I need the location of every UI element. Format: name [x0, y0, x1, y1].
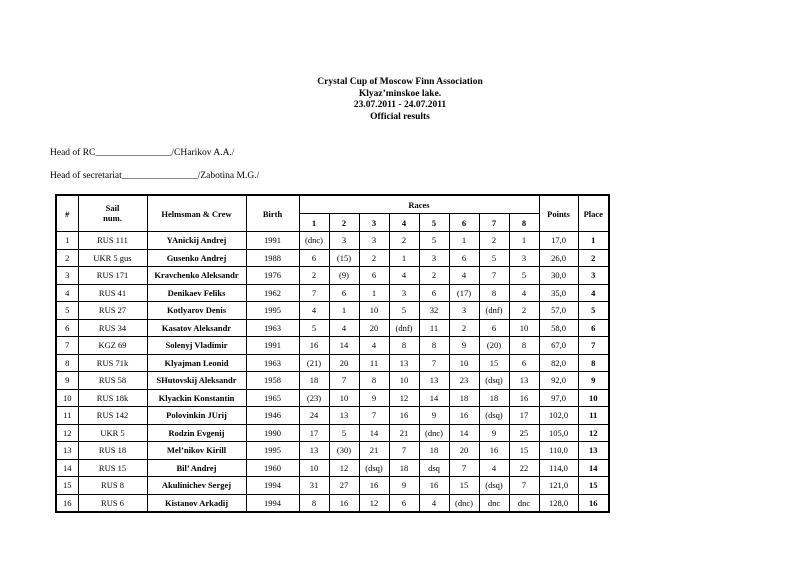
signature-line-head-of-secretariat: Head of secretariat________________/Zabotina M.G./ — [50, 171, 260, 181]
cell-birth: 1976 — [246, 267, 299, 285]
table-row — [56, 319, 609, 337]
title-line-event: Crystal Cup of Moscow Finn Association — [317, 77, 483, 87]
cell-race-result: 10 — [509, 319, 539, 337]
cell-birth: 1965 — [246, 389, 299, 407]
cell-rank: 11 — [56, 407, 78, 425]
cell-race-result: 6 — [389, 494, 419, 512]
cell-race-result: 9 — [449, 337, 479, 355]
cell-race-result: 1 — [329, 302, 359, 320]
cell-race-result: dnc — [509, 494, 539, 512]
cell-race-result: 2 — [299, 267, 329, 285]
cell-race-result: (dsq) — [479, 477, 509, 495]
cell-rank: 1 — [56, 232, 78, 250]
cell-place: 13 — [578, 442, 609, 460]
table-row — [56, 407, 609, 425]
cell-sail-number: RUS 111 — [78, 232, 147, 250]
cell-race-result: 13 — [389, 354, 419, 372]
cell-place: 2 — [578, 249, 609, 267]
cell-race-result: 7 — [419, 354, 449, 372]
cell-race-result: (dnc) — [419, 424, 449, 442]
table-row — [56, 337, 609, 355]
table-row — [56, 424, 609, 442]
cell-points: 110,0 — [539, 442, 578, 460]
cell-helmsman: Denikaev Feliks — [147, 284, 246, 302]
cell-race-result: 27 — [329, 477, 359, 495]
title-line-dates: 23.07.2011 - 24.07.2011 — [353, 100, 447, 110]
cell-place: 12 — [578, 424, 609, 442]
cell-points: 102,0 — [539, 407, 578, 425]
cell-race-result: 10 — [389, 372, 419, 390]
cell-sail-number: RUS 41 — [78, 284, 147, 302]
cell-race-result: 7 — [449, 459, 479, 477]
cell-race-result: 6 — [329, 284, 359, 302]
table-row — [56, 354, 609, 372]
cell-birth: 1960 — [246, 459, 299, 477]
cell-race-result: 16 — [509, 389, 539, 407]
cell-race-result: 14 — [329, 337, 359, 355]
cell-rank: 5 — [56, 302, 78, 320]
cell-race-result: (15) — [329, 249, 359, 267]
cell-race-result: 24 — [299, 407, 329, 425]
cell-birth: 1988 — [246, 249, 299, 267]
cell-place: 3 — [578, 267, 609, 285]
cell-sail-number: RUS 34 — [78, 319, 147, 337]
cell-sail-number: RUS 18k — [78, 389, 147, 407]
cell-sail-number: RUS 142 — [78, 407, 147, 425]
cell-rank: 13 — [56, 442, 78, 460]
cell-helmsman: Kravchenko Aleksandr — [147, 267, 246, 285]
cell-points: 97,0 — [539, 389, 578, 407]
title-line-location: Klyaz’minskoe lake. — [358, 88, 442, 99]
cell-race-result: 15 — [509, 442, 539, 460]
cell-race-result: 23 — [449, 372, 479, 390]
cell-race-result: 9 — [419, 407, 449, 425]
cell-race-result: 13 — [419, 372, 449, 390]
cell-race-result: 6 — [419, 284, 449, 302]
cell-race-result: 10 — [329, 389, 359, 407]
table-row — [56, 442, 609, 460]
cell-sail-number: UKR 5 — [78, 424, 147, 442]
cell-race-result: 2 — [419, 267, 449, 285]
cell-race-result: 6 — [509, 354, 539, 372]
cell-race-result: 1 — [359, 284, 389, 302]
cell-race-result: 2 — [359, 249, 389, 267]
cell-race-result: 8 — [479, 284, 509, 302]
cell-race-result: 4 — [389, 267, 419, 285]
cell-birth: 1995 — [246, 442, 299, 460]
cell-race-result: 3 — [419, 249, 449, 267]
cell-race-result: 4 — [479, 459, 509, 477]
cell-rank: 8 — [56, 354, 78, 372]
column-header-birth: Birth — [246, 195, 299, 232]
cell-race-result: 2 — [509, 302, 539, 320]
cell-place: 7 — [578, 337, 609, 355]
cell-rank: 3 — [56, 267, 78, 285]
cell-helmsman: Klyajman Leonid — [147, 354, 246, 372]
cell-race-result: 4 — [509, 284, 539, 302]
cell-points: 67,0 — [539, 337, 578, 355]
race-number-header: 3 — [359, 214, 389, 232]
cell-race-result: 21 — [389, 424, 419, 442]
cell-race-result: 8 — [419, 337, 449, 355]
cell-race-result: 9 — [389, 477, 419, 495]
cell-race-result: 4 — [449, 267, 479, 285]
cell-place: 11 — [578, 407, 609, 425]
cell-sail-number: RUS 6 — [78, 494, 147, 512]
cell-race-result: (dsq) — [479, 372, 509, 390]
cell-race-result: 4 — [329, 319, 359, 337]
cell-birth: 1994 — [246, 477, 299, 495]
cell-race-result: (17) — [449, 284, 479, 302]
race-number-header: 4 — [389, 214, 419, 232]
cell-sail-number: RUS 71k — [78, 354, 147, 372]
cell-rank: 9 — [56, 372, 78, 390]
cell-helmsman: Gusenko Andrej — [147, 249, 246, 267]
cell-race-result: 1 — [389, 249, 419, 267]
cell-place: 6 — [578, 319, 609, 337]
cell-race-result: (21) — [299, 354, 329, 372]
results-table-body — [56, 232, 609, 513]
cell-race-result: (23) — [299, 389, 329, 407]
cell-rank: 14 — [56, 459, 78, 477]
cell-rank: 16 — [56, 494, 78, 512]
cell-race-result: 20 — [449, 442, 479, 460]
cell-race-result: 7 — [389, 442, 419, 460]
cell-race-result: 18 — [479, 389, 509, 407]
cell-points: 128,0 — [539, 494, 578, 512]
cell-race-result: 5 — [419, 232, 449, 250]
table-row — [56, 284, 609, 302]
sail-header-line2: num. — [103, 212, 122, 223]
cell-race-result: 5 — [509, 267, 539, 285]
cell-helmsman: SHutovskij Aleksandr — [147, 372, 246, 390]
cell-rank: 4 — [56, 284, 78, 302]
document-title — [0, 77, 800, 123]
cell-points: 58,0 — [539, 319, 578, 337]
cell-points: 57,0 — [539, 302, 578, 320]
cell-race-result: 15 — [479, 354, 509, 372]
cell-race-result: 7 — [359, 407, 389, 425]
column-header-sail-number — [78, 195, 147, 232]
cell-points: 92,0 — [539, 372, 578, 390]
cell-rank: 10 — [56, 389, 78, 407]
cell-helmsman: Kasatov Aleksandr — [147, 319, 246, 337]
table-row — [56, 267, 609, 285]
cell-sail-number: RUS 171 — [78, 267, 147, 285]
cell-race-result: 6 — [479, 319, 509, 337]
cell-rank: 6 — [56, 319, 78, 337]
cell-points: 82,0 — [539, 354, 578, 372]
cell-race-result: 9 — [359, 389, 389, 407]
column-header-helmsman: Helmsman & Crew — [147, 195, 246, 232]
cell-race-result: 15 — [449, 477, 479, 495]
cell-race-result: 8 — [299, 494, 329, 512]
cell-birth: 1963 — [246, 319, 299, 337]
race-number-header: 2 — [329, 214, 359, 232]
signature-line-head-of-rc: Head of RC________________/CHarikov A.A./ — [50, 148, 235, 158]
cell-place: 16 — [578, 494, 609, 512]
cell-race-result: 16 — [419, 477, 449, 495]
cell-race-result: 16 — [329, 494, 359, 512]
cell-race-result: 17 — [299, 424, 329, 442]
cell-race-result: (20) — [479, 337, 509, 355]
cell-race-result: 3 — [449, 302, 479, 320]
cell-place: 9 — [578, 372, 609, 390]
cell-sail-number: RUS 8 — [78, 477, 147, 495]
cell-race-result: 31 — [299, 477, 329, 495]
sail-header-line1: Sail — [105, 203, 120, 213]
cell-race-result: 13 — [509, 372, 539, 390]
cell-race-result: 25 — [509, 424, 539, 442]
cell-race-result: 18 — [389, 459, 419, 477]
cell-race-result: dnc — [479, 494, 509, 512]
cell-race-result: 2 — [449, 319, 479, 337]
cell-helmsman: Kistanov Arkadij — [147, 494, 246, 512]
cell-rank: 12 — [56, 424, 78, 442]
cell-race-result: 4 — [359, 337, 389, 355]
cell-race-result: 14 — [449, 424, 479, 442]
cell-points: 30,0 — [539, 267, 578, 285]
cell-place: 14 — [578, 459, 609, 477]
cell-race-result: (dnc) — [299, 232, 329, 250]
cell-birth: 1963 — [246, 354, 299, 372]
cell-race-result: 18 — [449, 389, 479, 407]
cell-race-result: 5 — [479, 249, 509, 267]
cell-race-result: 1 — [449, 232, 479, 250]
cell-race-result: 20 — [329, 354, 359, 372]
cell-race-result: 16 — [389, 407, 419, 425]
column-header-races: Races — [299, 195, 539, 214]
cell-race-result: 10 — [299, 459, 329, 477]
header-row-top — [56, 195, 609, 214]
cell-race-result: (dnc) — [449, 494, 479, 512]
title-line-official: Official results — [370, 111, 430, 122]
cell-birth: 1962 — [246, 284, 299, 302]
cell-race-result: 16 — [299, 337, 329, 355]
cell-rank: 15 — [56, 477, 78, 495]
cell-race-result: 11 — [359, 354, 389, 372]
cell-race-result: 5 — [299, 319, 329, 337]
cell-race-result: 8 — [389, 337, 419, 355]
cell-sail-number: UKR 5 gus — [78, 249, 147, 267]
cell-race-result: 18 — [419, 442, 449, 460]
table-row — [56, 232, 609, 250]
cell-birth: 1995 — [246, 302, 299, 320]
cell-race-result: 14 — [419, 389, 449, 407]
cell-race-result: 21 — [359, 442, 389, 460]
table-row — [56, 372, 609, 390]
cell-race-result: 7 — [329, 372, 359, 390]
cell-race-result: 16 — [479, 442, 509, 460]
cell-place: 1 — [578, 232, 609, 250]
cell-birth: 1991 — [246, 232, 299, 250]
cell-race-result: 16 — [449, 407, 479, 425]
cell-birth: 1958 — [246, 372, 299, 390]
cell-race-result: 10 — [449, 354, 479, 372]
cell-race-result: 13 — [299, 442, 329, 460]
cell-race-result: (dsq) — [479, 407, 509, 425]
cell-sail-number: RUS 58 — [78, 372, 147, 390]
cell-sail-number: RUS 27 — [78, 302, 147, 320]
cell-race-result: 3 — [329, 232, 359, 250]
cell-sail-number: RUS 18 — [78, 442, 147, 460]
cell-helmsman: Solenyj Vladimir — [147, 337, 246, 355]
cell-helmsman: Akulinichev Sergej — [147, 477, 246, 495]
cell-race-result: 12 — [329, 459, 359, 477]
cell-race-result: 12 — [389, 389, 419, 407]
cell-points: 114,0 — [539, 459, 578, 477]
cell-place: 15 — [578, 477, 609, 495]
cell-race-result: 16 — [359, 477, 389, 495]
cell-rank: 7 — [56, 337, 78, 355]
cell-points: 121,0 — [539, 477, 578, 495]
cell-helmsman: Bil’ Andrej — [147, 459, 246, 477]
cell-race-result: 4 — [419, 494, 449, 512]
column-header-rank: # — [56, 195, 78, 232]
cell-race-result: 8 — [509, 337, 539, 355]
cell-birth: 1994 — [246, 494, 299, 512]
cell-points: 26,0 — [539, 249, 578, 267]
cell-points: 105,0 — [539, 424, 578, 442]
cell-race-result: 6 — [449, 249, 479, 267]
cell-race-result: (30) — [329, 442, 359, 460]
cell-race-result: 3 — [389, 284, 419, 302]
table-row — [56, 459, 609, 477]
cell-race-result: dsq — [419, 459, 449, 477]
cell-race-result: 12 — [359, 494, 389, 512]
cell-points: 35,0 — [539, 284, 578, 302]
race-number-header: 8 — [509, 214, 539, 232]
cell-birth: 1991 — [246, 337, 299, 355]
cell-race-result: 14 — [359, 424, 389, 442]
cell-race-result: 4 — [299, 302, 329, 320]
cell-race-result: 7 — [299, 284, 329, 302]
cell-race-result: 8 — [359, 372, 389, 390]
cell-helmsman: YAnickij Andrej — [147, 232, 246, 250]
cell-place: 8 — [578, 354, 609, 372]
cell-helmsman: Klyackin Konstantin — [147, 389, 246, 407]
table-row — [56, 477, 609, 495]
cell-helmsman: Mel’nikov Kirill — [147, 442, 246, 460]
cell-rank: 2 — [56, 249, 78, 267]
cell-race-result: (dnf) — [479, 302, 509, 320]
race-number-header: 1 — [299, 214, 329, 232]
cell-sail-number: KGZ 69 — [78, 337, 147, 355]
cell-race-result: 18 — [299, 372, 329, 390]
cell-race-result: 11 — [419, 319, 449, 337]
cell-points: 17,0 — [539, 232, 578, 250]
column-header-points: Points — [539, 195, 578, 232]
race-number-header: 5 — [419, 214, 449, 232]
cell-helmsman: Kotlyarov Denis — [147, 302, 246, 320]
cell-race-result: 2 — [389, 232, 419, 250]
results-table — [55, 194, 610, 513]
race-number-header: 6 — [449, 214, 479, 232]
cell-race-result: 13 — [329, 407, 359, 425]
cell-race-result: 9 — [479, 424, 509, 442]
table-row — [56, 302, 609, 320]
cell-place: 4 — [578, 284, 609, 302]
cell-race-result: 3 — [359, 232, 389, 250]
cell-race-result: (9) — [329, 267, 359, 285]
cell-birth: 1990 — [246, 424, 299, 442]
cell-race-result: 7 — [479, 267, 509, 285]
table-row — [56, 389, 609, 407]
race-number-header: 7 — [479, 214, 509, 232]
cell-race-result: 6 — [359, 267, 389, 285]
cell-race-result: (dsq) — [359, 459, 389, 477]
cell-race-result: 2 — [479, 232, 509, 250]
cell-place: 5 — [578, 302, 609, 320]
cell-helmsman: Rodzin Evgenij — [147, 424, 246, 442]
cell-race-result: 20 — [359, 319, 389, 337]
table-row — [56, 249, 609, 267]
cell-race-result: 5 — [329, 424, 359, 442]
cell-race-result: 3 — [509, 249, 539, 267]
cell-place: 10 — [578, 389, 609, 407]
column-header-place: Place — [578, 195, 609, 232]
cell-birth: 1946 — [246, 407, 299, 425]
cell-helmsman: Polovinkin JUrij — [147, 407, 246, 425]
cell-race-result: 5 — [389, 302, 419, 320]
cell-race-result: 6 — [299, 249, 329, 267]
cell-race-result: 10 — [359, 302, 389, 320]
cell-race-result: 7 — [509, 477, 539, 495]
table-row — [56, 494, 609, 512]
cell-race-result: 32 — [419, 302, 449, 320]
cell-race-result: (dnf) — [389, 319, 419, 337]
cell-race-result: 17 — [509, 407, 539, 425]
cell-race-result: 22 — [509, 459, 539, 477]
cell-race-result: 1 — [509, 232, 539, 250]
cell-sail-number: RUS 15 — [78, 459, 147, 477]
